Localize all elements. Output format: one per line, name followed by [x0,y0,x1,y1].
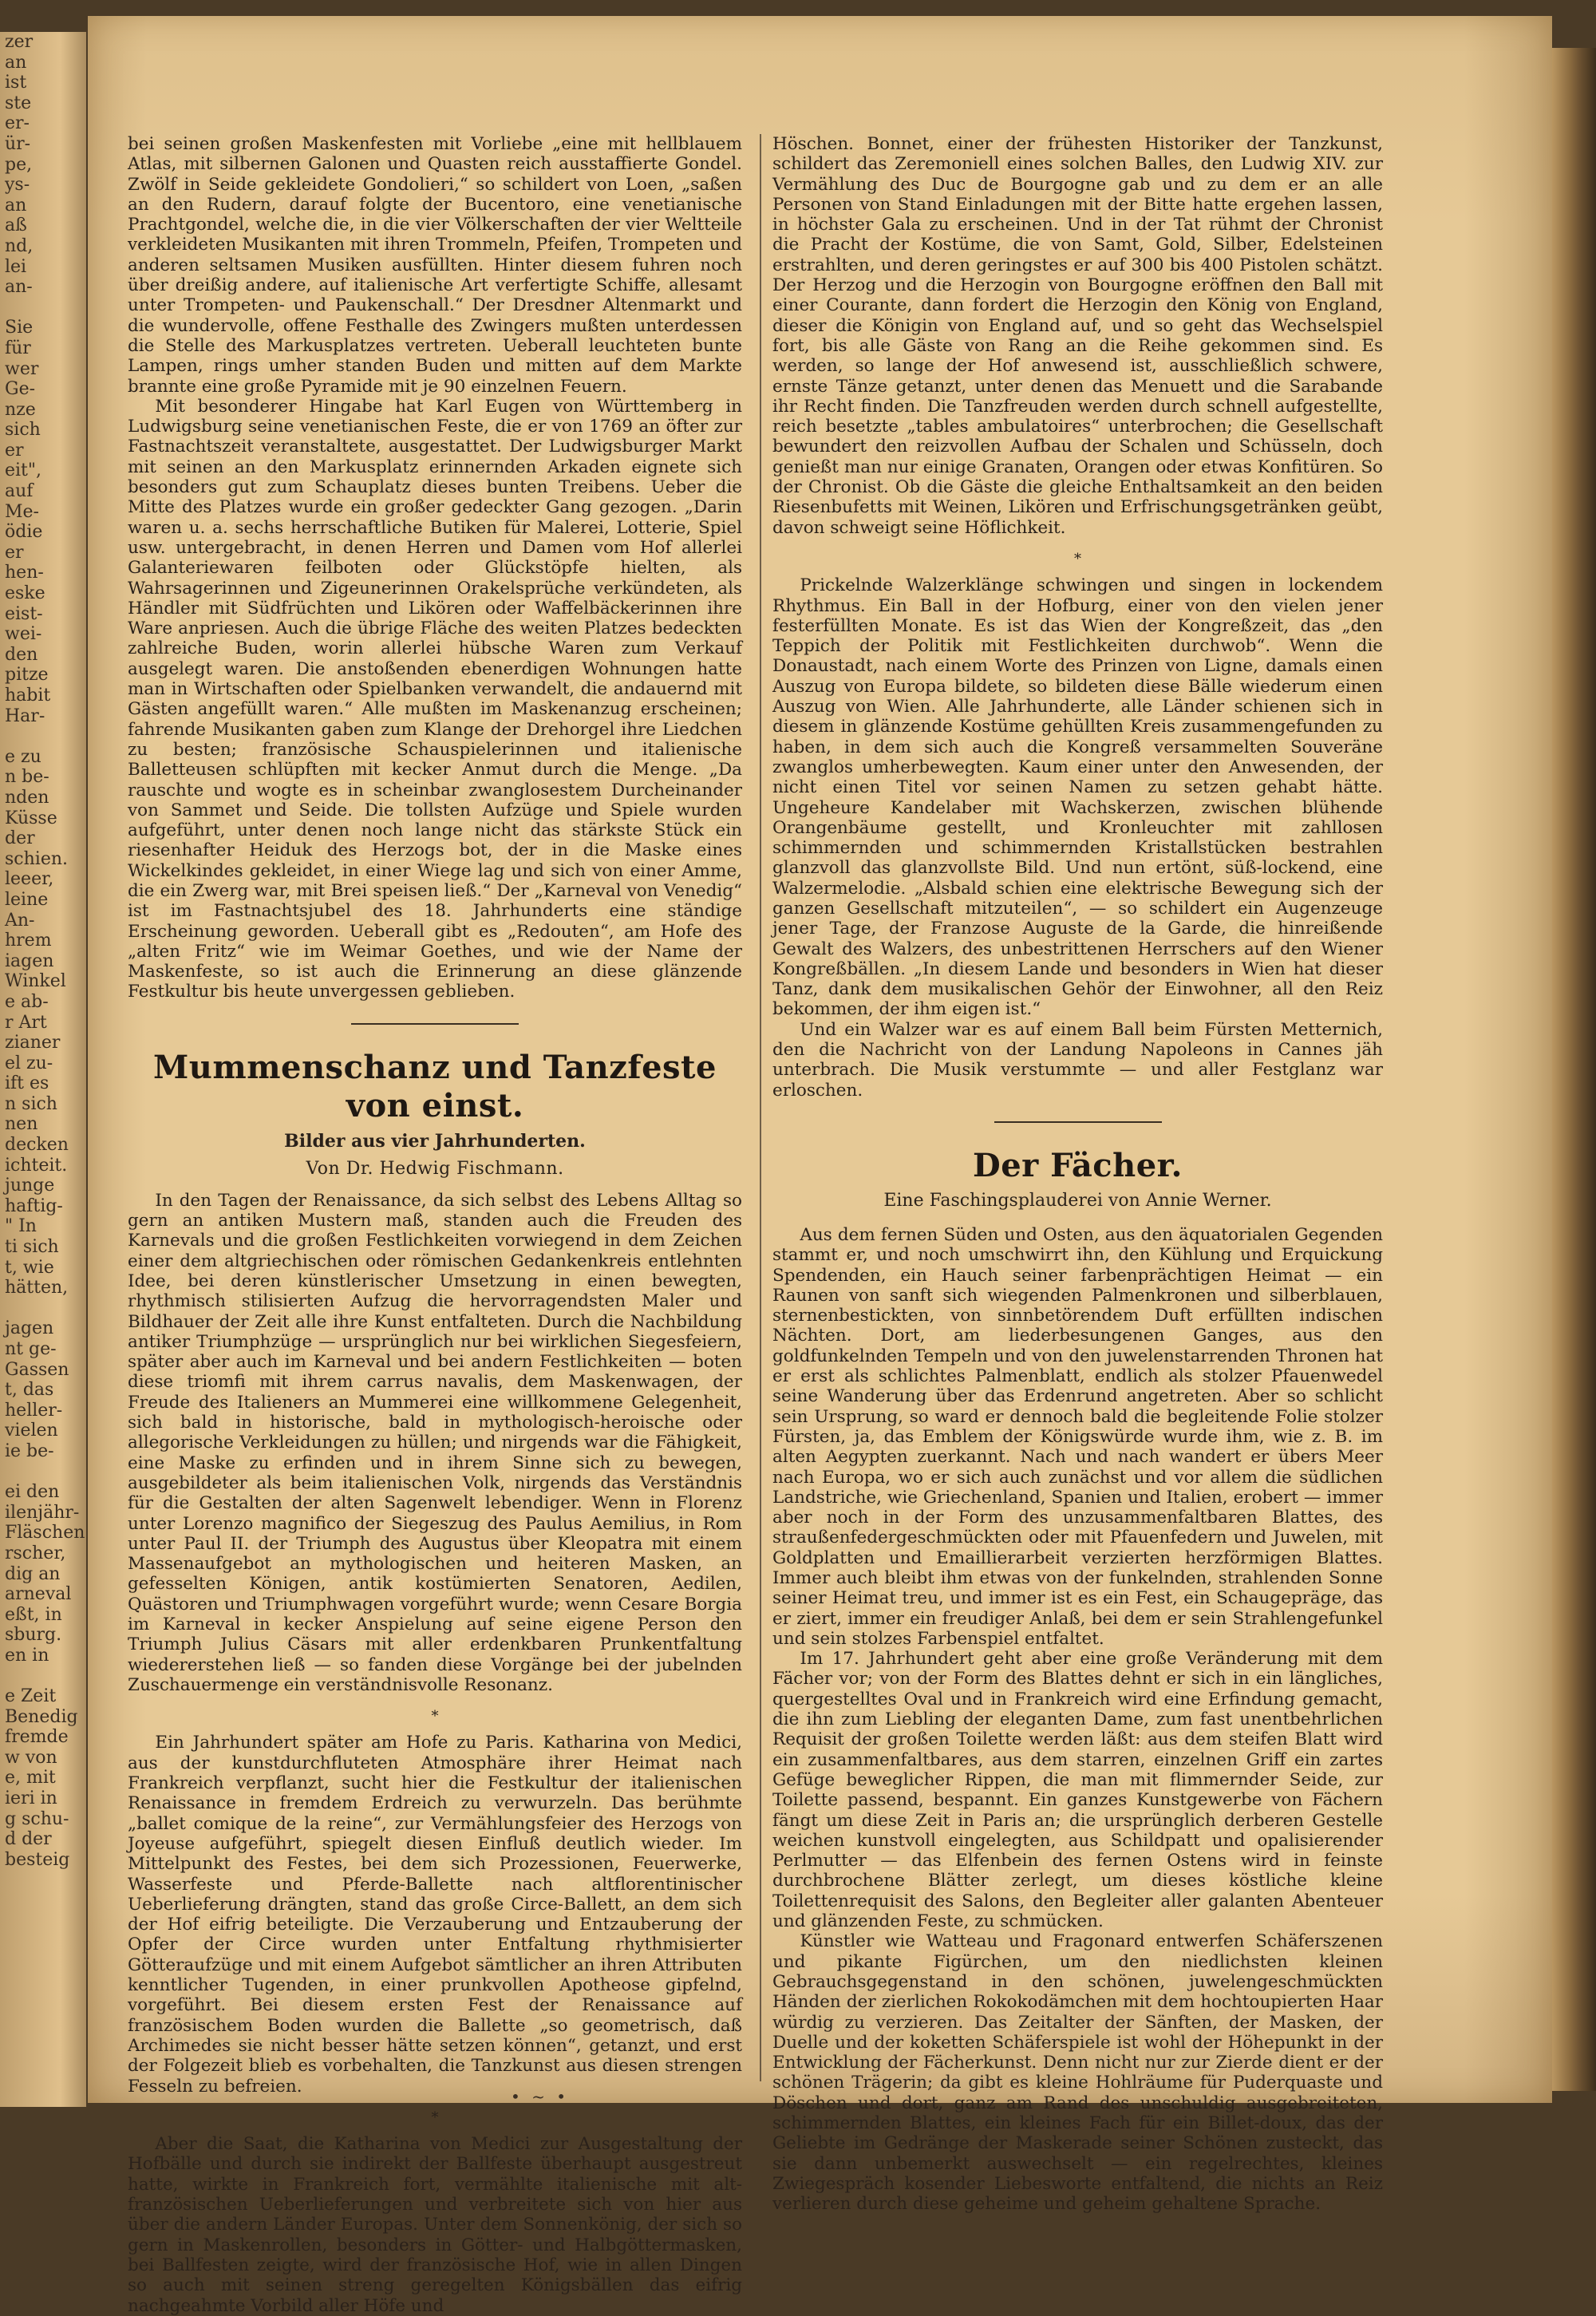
margin-fragment: ie be- [5,1441,54,1461]
margin-fragment: den [5,644,38,665]
margin-fragment: ste [5,93,32,113]
margin-fragment: auf [5,481,34,502]
margin-fragment: e Zeit [5,1686,57,1707]
margin-fragment: Me- [5,501,39,522]
margin-fragment: lei [5,256,27,277]
margin-fragment: " In [5,1216,37,1237]
previous-page-margin [0,32,86,2107]
margin-fragment: ift es [5,1073,49,1094]
section-separator [351,1023,519,1025]
margin-fragment: aß [5,215,27,236]
margin-fragment: habit [5,686,51,705]
margin-fragment: hätten, [5,1278,69,1298]
margin-fragment: an [5,52,27,73]
margin-fragment: g schu- [5,1808,69,1829]
margin-fragment: sich [5,420,41,441]
article-paragraph: Prickelnde Walzerklänge schwingen und singen in lockendem Rhythmus. Ein Ball in der Hofburg, einer von den vielen jener festerfüllten Monate. Es ist das Wien der Kongreßzeit, das „den Teppich der Politik mit Festlichkeiten durchwob“. Wenn die Donaustadt, nach einem Worte des Prinzen von Ligne, damals einen Auszug von Europa bildete, so bildeten diese Bälle wiederum einen Auszug von Wien. Alle Jahrhunderte, alle Länder schienen sich in diesem in glänzende Kostüme gehüllten Kreis zusammengefunden zu haben, in dem sich auch die Kongreß versammelten Souveräne zwanglos umherbewegten. Kaum einer unter den Anwesenden, der nicht einen Titel vor seinen Namen zu setzen gehabt hätte. Ungeheure Kandelaber mit Wachskerzen, zwischen blühende Orangenbäume gestellt, und Kronleuchter mit zahllosen schimmernden und schimmernden Kristallstücken bestrahlen glanzvoll das glanzvollste Bild. Und nun ertönt, süß-lockend, eine Walzermelodie. „Alsbald schien eine elektrische Bewegung sich der ganzen Gesellschaft mitzuteilen“, — so schildert ein Augenzeuge jener Tage, der Franzose Auguste de la Garde, die hinreißende Gewalt des Walzers, des unbestrittenen Herrschers auf den Wiener Kongreßbällen. „In diesem Lande und besonders in Wien hat dieser Tanz, dank dem musikalischen Gehör der Einwohner, all den Reiz bekommen, der ihm eigen ist.“ [772,575,1383,1020]
margin-fragment: haftig- [5,1196,63,1216]
margin-fragment: nden [5,787,49,808]
margin-fragment: fremde [5,1727,69,1748]
margin-fragment: iagen [5,951,54,971]
margin-fragment: eit", [5,460,42,481]
margin-fragment [0,1666,86,1687]
margin-fragment: er [5,440,24,460]
margin-fragment: leeer, [5,869,54,890]
section-asterisk: * [431,1708,439,1725]
margin-fragment: junge [5,1176,55,1196]
section-asterisk: * [431,2109,439,2126]
margin-fragment: Winkel [5,971,66,992]
margin-fragment: ilenjähr- [5,1502,80,1523]
book-edge [1552,48,1596,2091]
article-paragraph: Und ein Walzer war es auf einem Ball beim Fürsten Metternich, den die Nachricht von der Landung Napoleons in Cannes jäh unterbrach. Die Musik verstummte — und aller Festglanz war erloschen. [772,1019,1383,1101]
article-subheadline: Eine Faschingsplauderei von Annie Werner. [883,1190,1272,1211]
margin-fragment: eist- [5,603,43,624]
margin-fragment: schien. [5,848,68,869]
intro-paragraph: Mit besonderer Hingabe hat Karl Eugen von Württemberg in Ludwigsburg seine venetianischen Feste, die er von 1769 an öfter zur Fastnachtszeit veranstaltete, ausgestattet. Der Ludwigsburger Markt mit seinen an den Markusplatz erinnernden Arkaden eignete sich besonders gut zum Schauplatz dieses bunten Treibens. Ueber die Mitte des Platzes wurde ein großer gedeckter Gang gezogen. „Darin waren u. a. sechs herrschaftliche Butiken für Malerei, Lotterie, Spiel usw. untergebracht, in denen Herren und Damen vom Hof allerlei Galanteriewaren feilboten oder Glückstöpfe hielten, als Wahrsagerinnen und Zigeunerinnen Orakelsprüche verkündeten, als Händler mit Südfrüchten und Likören oder Waffelbäckerinnen ihre Ware anpriesen. Auch die übrige Fläche des weiten Platzes bedeckten zahlreiche Buden, worin allerlei hübsche Waren zum Verkauf ausgelegt waren. Die anstoßenden ebenerdigen Wohnungen hatte man in Wirtschaften oder Spielbanken verwandelt, die andauernd mit Gästen angefüllt waren.“ Alle mußten im Maskenanzug erscheinen; fahrende Musikanten gaben zum Klange der Drehorgel ihre Liedchen zu besten; französische Schauspielerinnen und italienische Balletteusen schlüpften mit kecker Anmut durch die Menge. „Da rauschte und wogte es in scheinbar zwanglosestem Durcheinander von Sammet und Seide. Die tollsten Aufzüge und Spiele wurden aufgeführt, unter denen noch lange nicht das stärkste Stück ein riesenhafter Heiduk des Herzogs bot, der in die Maske eines Wickelkindes gekleidet, in einer Wiege lag und sich von einer Amme, die ein Zwerg war, mit Brei speisen ließ.“ Der „Karneval von Venedig“ ist im Fastnachtsjubel des 18. Jahrhunderts eine ständige Erscheinung geworden. Ueberall gibt es „Redouten“, am Hofe des „alten Fritz“ wie im Weimar Goethes, und wie der Name der Maskenfeste, so ist auch die Erinnerung an diese glänzende Festkultur bis heute unvergessen geblieben. [128,396,742,1002]
margin-fragment: Gassen [5,1359,69,1380]
margin-fragment: Benedig [5,1706,78,1727]
margin-fragment: ys- [5,175,30,196]
margin-fragment: dig an [5,1563,61,1584]
margin-fragment: Fläschen [5,1523,85,1543]
margin-fragment: hen- [5,563,44,583]
margin-fragment: sburg. [5,1625,62,1646]
margin-fragment: nt ge- [5,1339,57,1359]
margin-fragment: ist [5,73,27,93]
margin-fragment: eßt, in [5,1604,62,1625]
margin-fragment: eske [5,583,45,604]
margin-fragment: Sie [5,318,34,338]
margin-fragment: e zu [5,746,41,767]
right-column [772,134,1383,2215]
margin-fragment [0,1298,86,1319]
margin-fragment: an [5,195,27,215]
margin-fragment: ti sich [5,1237,59,1258]
margin-fragment: Har- [5,705,45,726]
article-paragraph: Ein Jahrhundert später am Hofe zu Paris. Katharina von Medici, aus der kunstdurchfluteten Atmosphäre ihrer Heimat nach Frankreich verpflanzt, sucht hier die Festkultur der italienischen Renaissance in fremdem Erdreich zu verwurzeln. Das berühmte „ballet comique de la reine“, zur Vermählungsfeier des Herzogs von Joyeuse aufgeführt, spiegelt diesen Einfluß deutlich wieder. Im Mittelpunkt des Festes, bei dem sich Prozessionen, Feuerwerke, Wasserfeste und Pferde-Ballette nach altflorentinischer Ueberlieferung drängten, stand das große Circe-Ballett, an dem sich der Hof eifrig beteiligte. Die Verzauberung und Entzauberung der Opfer der Circe wurden unter Entfaltung rhythmisierter Götteraufzüge und mit einem Aufgebot sämtlicher an ihren Attributen kenntlicher Tugenden, in einer prunkvollen Apotheose gipfelnd, vorgeführt. Bei diesem ersten Fest der Renaissance auf französischem Boden wurden die Ballette „so geometrisch, daß Archimedes sie nicht besser hätte setzen können“, getanzt, und erst der Folgezeit blieb es vorbehalten, die Tanzkunst aus diesen strengen Fesseln zu befreien. [128,1733,742,2097]
margin-fragment: t, wie [5,1257,54,1278]
margin-fragment: ichteit. [5,1155,68,1176]
margin-fragment: nen [5,1114,38,1135]
section-asterisk: * [1074,550,1081,567]
left-column [128,134,742,2316]
margin-fragment: An- [5,910,35,931]
margin-fragment: heller- [5,1400,63,1421]
column-divider [760,134,761,2081]
margin-fragment: n be- [5,767,49,788]
margin-fragment: nze [5,399,36,420]
margin-fragment: zer [5,32,34,52]
margin-fragment: r Art [5,1012,47,1033]
article-paragraph: Im 17. Jahrhundert geht aber eine große Veränderung mit dem Fächer vor; von der Form des Blattes dehnt er sich in ein längliches, quergestelltes Oval und in Frankreich wird eine Erfindung gemacht, die ihn zum Liebling der eleganten Dame, zum fast unentbehrlichen Requisit der großen Toilette werden läßt: aus dem steifen Blatt wird ein zusammenfaltbares, aus dem starren, einzelnen Griff ein zartes Gefüge beweglicher Rippen, die man mit flimmernder Seide, zur Toilette passend, bespannt. Ein ganzes Kunstgewerbe von Fächern fängt um diese Zeit in Paris an; die ursprünglich derberen Gestelle weichen kunstvoll eingelegten, aus Schildpatt und opalisierender Perlmutter — das Elfenbein des fernen Ostens wird in feinste durchbrochene Blätter zerlegt, um dieses köstliche kleine Toilettenrequisit des Salons, den Begleiter aller galanten Abenteuer und glänzenden Feste, zu schmücken. [772,1649,1383,1932]
article-paragraph: In den Tagen der Renaissance, da sich selbst des Lebens Alltag so gern an antiken Mustern maß, standen auch die Freuden des Karnevals und die großen Festlichkeiten vorwiegend in dem Zeichen einer dem altgriechischen oder römischen Gedankenkreis entlehnten Idee, bei deren künstlerischer Umsetzung in einen bewegten, rhythmisch stilisierten Aufzug die hervorragendsten Maler und Bildhauer der Zeit alle ihre Kunst entfalteten. Durch die Nachbildung antiker Triumphzüge — ursprünglich nur bei wirklichen Siegesfeiern, später aber auch im Karneval und bei andern Festlichkeiten — boten diese triomfi mit ihrem carrus navalis, dem Maskenwagen, der Freude des Italieners an Mummerei eine willkommene Gelegenheit, sich bald in historische, bald in mythologisch-heroische oder allegorische Verkleidungen zu hüllen; und nirgends war die Fähigkeit, eine Maske zu erfinden und in ihrem Sinne sich zu bewegen, ausgebildeter als beim italienischen Volk, nirgends das Verständnis für die Gestalten der alten Sagenwelt lebendiger. Wenn in Florenz unter Lorenzo magnifico der Siegeszug des Paulus Aemilius, in Rom unter Paul II. der Triumph des Augustus über Kleopatra mit einem Massenaufgebot an mythologischen und heiteren Masken, an gefesselten Königen, antik kostümierten Senatoren, Aedilen, Quästoren und Triumphwagen vorgeführt wurde; wenn Cesare Borgia im Karneval in kecker Anspielung auf seine eigene Person den Triumph Julius Cäsars mit aller erdenkbaren Prunkentfaltung wiedererstehen ließ — so fanden diese Vorgänge bei der jubelnden Zuschauermenge ein verständnisvolle Resonanz. [128,1190,742,1695]
margin-fragment: n sich [5,1093,57,1114]
margin-fragment: zianer [5,1033,61,1053]
margin-fragment [0,298,86,318]
margin-fragment: ödie [5,522,43,543]
article-paragraph: Künstler wie Watteau und Fragonard entwerfen Schäferszenen und pikante Figürchen, um den niedlichsten kleinen Gebrauchsgegenstand in den schönen, juwelengeschmückten Händen der zierlichen Rokokodämchen mit dem hochtoupierten Haar würdig zu verzieren. Das Zeitalter der Sänften, der Masken, der Duelle und der koketten Schäferspiele ist wohl der Höhepunkt in der Entwicklung der Fächerkunst. Denn nicht nur zur Zierde dient er der schönen Trägerin; da gibt es kleine Hohlräume für Puderquaste und Döschen und dort, ganz am Rand des unschuldig ausgebreiteten, schimmernden Blattes, ein kleines Fach für ein Billet-doux, das der Geliebte im Gedränge der Maskerade seiner Schönen zusteckt, das sie dann unbemerkt auswechselt — ein regelrechtes, kleines Zwiegespräch kosender Liebesworte entfaltend, die nichts an Reiz verlieren durch diese geheime und geheim gehaltene Sprache. [772,1931,1383,2215]
article-paragraph: Höschen. Bonnet, einer der frühesten Historiker der Tanzkunst, schildert das Zeremoniell eines solchen Balles, den Ludwig XIV. zur Vermählung des Duc de Bourgogne gab und zu dem er an alle Personen von Stand Einladungen mit der Bitte hatte ergehen lassen, in höchster Gala zu erscheinen. Und in der Tat rühmt der Chronist die Pracht der Kostüme, die von Samt, Gold, Silber, Edelsteinen erstrahlten, und deren geringstes er auf 300 bis 400 Pistolen schätzt. Der Herzog und die Herzogin von Bourgogne eröffnen den Ball mit einer Courante, dann fordert die Herzogin den König von England, dieser die Königin von England auf, und so geht das Wechselspiel fort, bis alle Gäste von Rang an die Reihe gekommen sind. Es werden, so lange der Hof anwesend ist, ausschließlich schwere, ernste Tänze getanzt, unter denen das Menuett und die Sarabande ihr Recht finden. Die Tanzfreuden werden durch schnell aufgestellte, reich besetzte „tables ambulatoires“ unterbrochen; die Gesellschaft bewundert den reizvollen Aufbau der Schalen und Schüsseln, doch genießt man nur einige Granaten, Orangen oder etwas Konfitüren. So der Chronist. Ob die Gäste die gleiche Enthaltsamkeit an den beiden Riesenbufetts mit Weinen, Likören und Erfrischungsgetränken geübt, davon schweigt seine Höflichkeit. [772,134,1383,538]
article-byline: Von Dr. Hedwig Fischmann. [306,1158,564,1179]
margin-fragment: nd, [5,235,34,256]
margin-fragment: jagen [5,1318,54,1339]
margin-fragment: ieri in [5,1788,57,1809]
margin-fragment: pe, [5,154,33,175]
margin-fragment: d der [5,1829,52,1850]
margin-fragment: Küsse [5,808,57,828]
margin-fragment: er- [5,113,30,134]
margin-fragment: besteig [5,1849,70,1870]
article-paragraph: Aber die Saat, die Katharina von Medici zur Ausgestaltung der Hofbälle und durch sie indirekt der Ballfeste überhaupt ausgestreut hatte, wirkte in Frankreich fort, vermählte italienische mit alt-französischen Ueberlieferungen und verbreitete sich von hier aus über die andern Länder Europas. Unter dem Sonnenkönig, der sich so gern in Maskenrollen, besonders in Götter- und Halbgöttermasken, bei Ballfesten zeigte, wird der französische Hof, wie in allen Dingen so auch mit seinen streng geregelten Königsbällen das eifrig nachgeahmte Vorbild aller Höfe und [128,2134,742,2316]
margin-fragment: leine [5,889,49,910]
margin-fragment: ei den [5,1482,60,1503]
margin-fragment: w von [5,1747,57,1768]
margin-fragment: t, das [5,1380,54,1401]
article-headline: Mummenschanz und Tanzfeste von einst. [153,1048,717,1124]
margin-fragment: rscher, [5,1543,66,1563]
margin-fragment: er [5,542,24,563]
margin-fragment: wei- [5,624,42,645]
margin-fragment: an- [5,277,33,298]
article-subheadline: Bilder aus vier Jahrhunderten. [284,1130,586,1152]
footer-mark: • ~ • [511,2087,570,2106]
margin-fragment: der [5,828,35,849]
margin-fragment [0,726,86,747]
margin-fragment: ür- [5,133,31,154]
margin-fragment: wer [5,358,39,379]
article-headline: Der Fächer. [973,1146,1183,1184]
margin-fragment: arneval [5,1584,72,1605]
margin-fragment: e ab- [5,991,49,1012]
margin-fragment: für [5,338,31,358]
section-separator [994,1121,1162,1123]
margin-fragment: hrem [5,931,52,951]
article-paragraph: Aus dem fernen Süden und Osten, aus den äquatorialen Gegenden stammt er, und noch umschwirrt ihn, den Kühlung und Erquickung Spendenden, ein Hauch seiner farbenprächtigen Heimat — ein Raunen von sanft sich wiegenden Palmenkronen und silberblauen, sternenbestickten, von sinnbetörendem Duft erfüllten indischen Nächten. Dort, am liederbesungenen Ganges, aus den goldfunkelnden Tempeln und von den juwelenstarrenden Thronen hat er erst als schlichtes Palmenblatt, endlich als stolzer Pfauenwedel seine Wanderung über das Erdenrund angetreten. Aber so schlicht sein Ursprung, so ward er dennoch bald die begleitende Folie stolzer Fürsten, ja, das Emblem der Königswürde wurde ihm, wie z. B. im alten Aegypten zuerkannt. Nach und nach wandert er übers Meer nach Europa, wo er sich auch zunächst und vor allem die südlichen Landstriche, wie Griechenland, Spanien und Italien, erobert — immer aber noch in der Form des unzusammenfaltbaren Blattes, des straußenfedergeschmückten oder mit Pfauenfedern und Juwelen, mit Goldplatten und Emaillierarbeit verzierten herzförmigen Blattes. Immer auch bleibt ihm etwas von der funkelnden, strahlenden Sonne seiner Heimat treu, und immer ist es ein Fest, ein Schaugepräge, das er ziert, immer ein freudiger Anlaß, bei dem er sein Strahlengefunkel und sein stolzes Farbenspiel entfaltet. [772,1224,1383,1649]
margin-fragment: decken [5,1135,69,1156]
margin-fragment: pitze [5,665,49,686]
intro-paragraph: bei seinen großen Maskenfesten mit Vorliebe „eine mit hellblauem Atlas, mit silbernen Galonen und Quasten reich ausstaffierte Gondel. Zwölf in Seide gekleidete Gondolieri,“ so schildert von Loen, „saßen an den Rudern, darauf folgte der Bucentoro, eine venetianische Prachtgondel, welche die, in die vier Völkerschaften der vier Weltteile verkleideten Musikanten mit ihren Trommeln, Pfeifen, Trompeten und anderen seltsamen Musiken ausfüllten. Hinter diesem fuhren noch über dreißig andere, auf italienische Art verfertigte Schiffe, allesamt unter Trompeten- und Paukenschall.“ Der Dresdner Altenmarkt und die wundervolle, offene Festhalle des Zwingers mußten unterdessen die Stelle des Markusplatzes vertreten. Ueberall leuchteten bunte Lampen, rings umher standen Buden und mitten auf dem Markte brannte eine große Pyramide mit je 90 einzelnen Feuern. [128,134,742,397]
margin-fragment: el zu- [5,1053,53,1073]
margin-fragment: vielen [5,1421,58,1441]
margin-fragment [0,1462,86,1483]
margin-fragment: Ge- [5,379,36,400]
margin-fragment: e, mit [5,1768,56,1788]
margin-fragment: en in [5,1645,49,1666]
